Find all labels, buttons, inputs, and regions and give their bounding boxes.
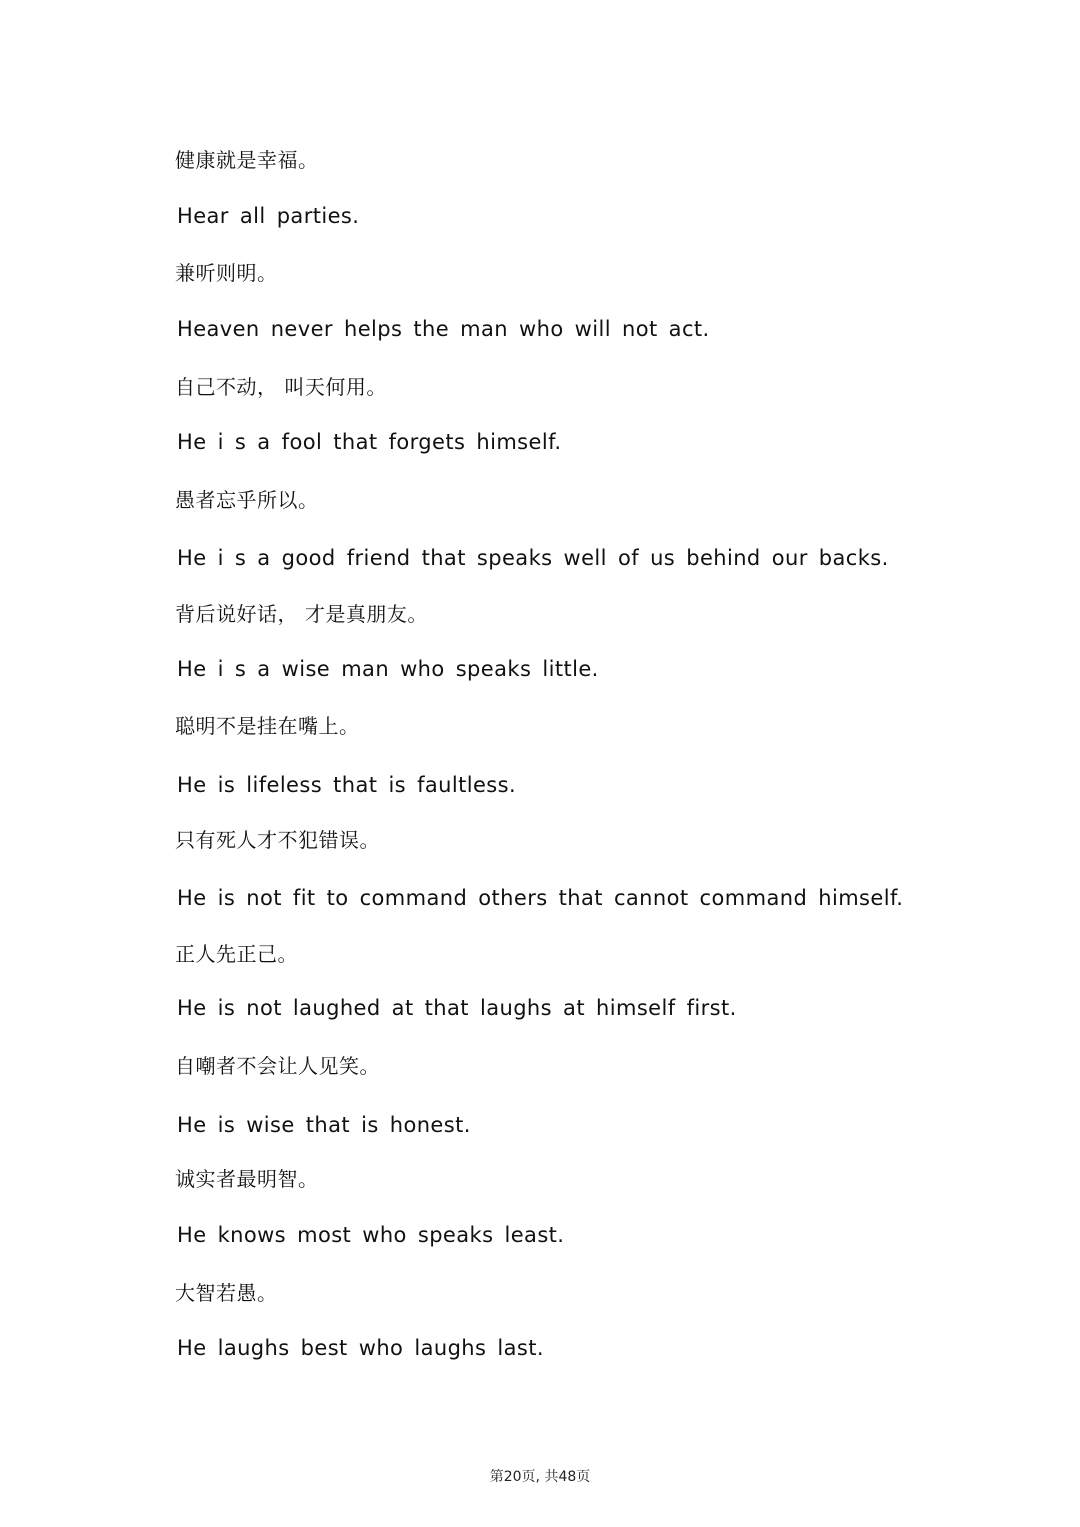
english-proverb: He is lifeless that is faultless. bbox=[177, 773, 517, 797]
english-proverb: He laughs best who laughs last. bbox=[177, 1336, 544, 1360]
chinese-line: 正人先正己。 bbox=[175, 942, 298, 966]
english-proverb: Heaven never helps the man who will not act. bbox=[177, 317, 710, 341]
english-proverb: He i s a good friend that speaks well of us behind our backs. bbox=[177, 546, 889, 570]
chinese-line: 诚实者最明智。 bbox=[175, 1167, 319, 1191]
english-proverb: He is wise that is honest. bbox=[177, 1113, 471, 1137]
english-proverb: He is not fit to command others that cannot command himself. bbox=[177, 886, 904, 910]
chinese-line: 背后说好话， 才是真朋友。 bbox=[175, 602, 428, 626]
chinese-line: 只有死人才不犯错误。 bbox=[175, 828, 380, 852]
chinese-line: 聪明不是挂在嘴上。 bbox=[175, 714, 360, 738]
english-proverb: He i s a fool that forgets himself. bbox=[177, 430, 562, 454]
english-proverb: He i s a wise man who speaks little. bbox=[177, 657, 599, 681]
chinese-line: 愚者忘乎所以。 bbox=[175, 488, 319, 512]
chinese-line: 健康就是幸福。 bbox=[175, 148, 319, 172]
chinese-line: 大智若愚。 bbox=[175, 1281, 278, 1305]
chinese-line: 兼听则明。 bbox=[175, 261, 278, 285]
english-proverb: He is not laughed at that laughs at himself first. bbox=[177, 996, 737, 1020]
page-number-footer: 第20页, 共48页 bbox=[489, 1469, 591, 1485]
english-proverb: He knows most who speaks least. bbox=[177, 1223, 565, 1247]
chinese-line: 自己不动， 叫天何用。 bbox=[175, 375, 387, 399]
english-proverb: Hear all parties. bbox=[177, 204, 360, 228]
chinese-line: 自嘲者不会让人见笑。 bbox=[175, 1054, 380, 1078]
